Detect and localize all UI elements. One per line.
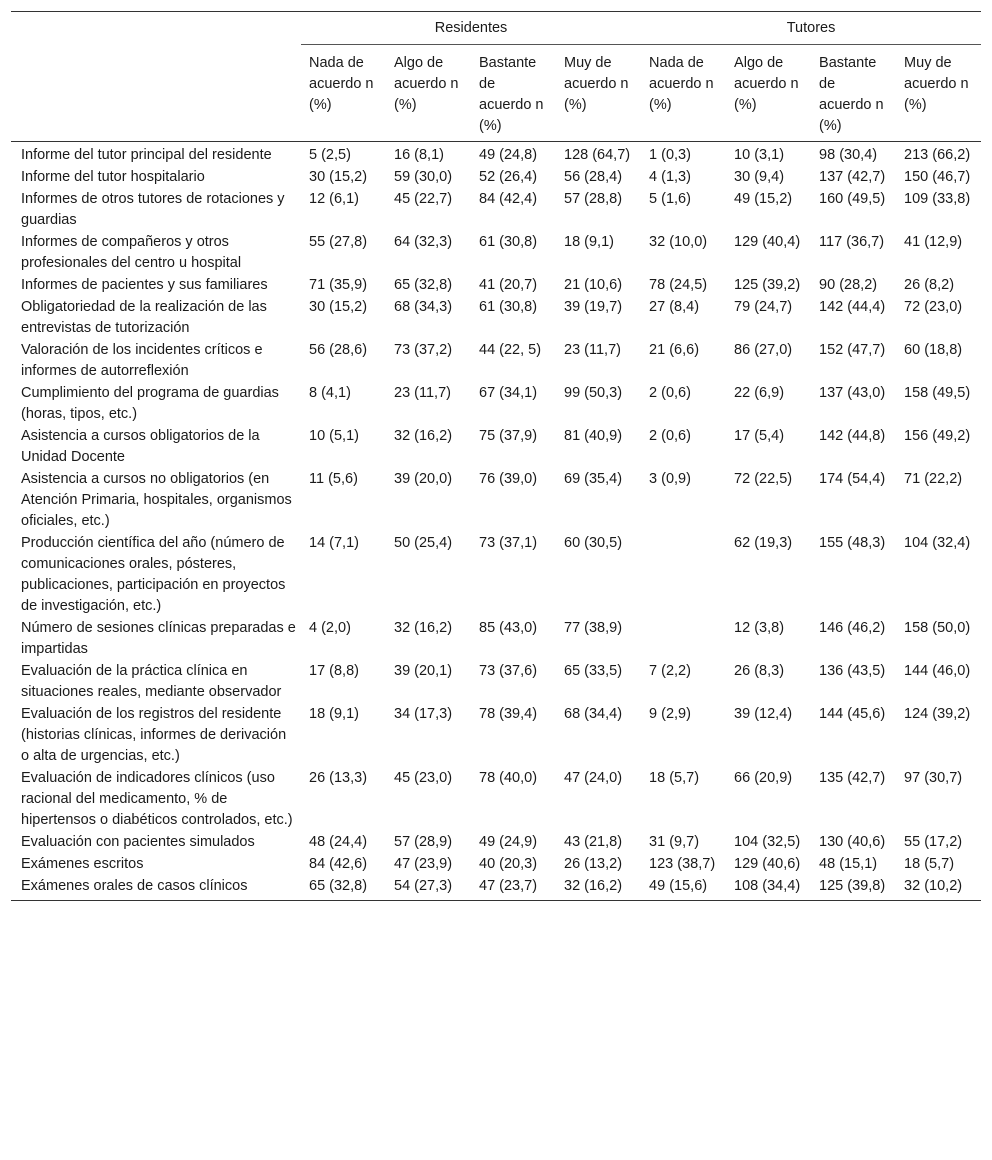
table-row (11, 618, 981, 661)
row-label: Exámenes orales de casos clínicos (11, 876, 301, 901)
table-cell: 4 (2,0) (309, 620, 351, 636)
table-cell: 155 (48,3) (819, 535, 886, 551)
table-cell: 3 (0,9) (649, 471, 691, 487)
table-cell: 84 (42,4) (479, 191, 538, 207)
table-row (11, 232, 981, 275)
table-cell: 18 (5,7) (649, 770, 700, 786)
table-cell: 65 (32,8) (394, 277, 453, 293)
table-cell: 22 (6,9) (734, 385, 785, 401)
table-row (11, 297, 981, 340)
table-cell: 48 (15,1) (819, 856, 878, 872)
table-cell: 49 (15,6) (641, 876, 726, 901)
table-cell: 129 (40,6) (734, 856, 801, 872)
table-cell: 64 (32,3) (394, 234, 453, 250)
table-cell: 84 (42,6) (309, 856, 368, 872)
table-cell: 16 (8,1) (394, 147, 444, 163)
table-cell: 49 (24,9) (479, 834, 538, 850)
table-cell: 81 (40,9) (564, 428, 623, 444)
table-cell: 55 (17,2) (904, 834, 963, 850)
table-cell: 11 (5,6) (309, 471, 358, 487)
table-cell: 49 (24,8) (479, 147, 538, 163)
table-row (11, 426, 981, 469)
table-cell: 57 (28,9) (394, 834, 453, 850)
table-cell: 32 (16,2) (394, 428, 453, 444)
table-cell: 56 (28,4) (564, 169, 623, 185)
table-cell: 39 (19,7) (564, 299, 623, 315)
table-cell: 59 (30,0) (394, 169, 453, 185)
table-cell: 26 (13,3) (309, 770, 368, 786)
table-cell: 117 (36,7) (819, 234, 885, 250)
table-cell: 2 (0,6) (649, 385, 691, 401)
table-cell: 128 (64,7) (564, 147, 631, 163)
table-cell: 104 (32,5) (734, 834, 801, 850)
table-row (11, 854, 981, 876)
table-cell: 108 (34,4) (726, 876, 811, 901)
table-cell: 5 (1,6) (649, 191, 691, 207)
column-header-row (11, 45, 981, 142)
table-row (11, 189, 981, 232)
column-header: Algo de acuerdo n (%) (386, 45, 471, 142)
table-cell: 30 (15,2) (309, 299, 368, 315)
table-cell: 125 (39,2) (734, 277, 801, 293)
table-cell: 136 (43,5) (819, 663, 886, 679)
table-cell: 21 (6,6) (649, 342, 700, 358)
table-cell: 32 (10,0) (649, 234, 708, 250)
table-cell: 56 (28,6) (309, 342, 368, 358)
table-cell: 79 (24,7) (734, 299, 793, 315)
table-row (11, 142, 981, 168)
table-cell: 60 (30,5) (564, 535, 623, 551)
table-row (11, 661, 981, 704)
table-cell: 142 (44,4) (819, 299, 886, 315)
column-header: Nada de acuerdo n (%) (641, 45, 726, 142)
table-cell: 23 (11,7) (394, 385, 451, 401)
column-header: Bastante de acuerdo n (%) (811, 45, 896, 142)
table-cell: 75 (37,9) (479, 428, 538, 444)
column-header: Muy de acuerdo n (%) (556, 45, 641, 142)
table-cell: 26 (8,3) (734, 663, 785, 679)
row-label: Informes de otros tutores de rotaciones y guardias (21, 191, 285, 228)
table-cell: 62 (19,3) (734, 535, 793, 551)
table-cell: 68 (34,4) (564, 706, 623, 722)
table-cell: 40 (20,3) (479, 856, 538, 872)
table-cell: 61 (30,8) (479, 299, 538, 315)
table-row (11, 533, 981, 618)
row-label: Evaluación con pacientes simulados (21, 834, 255, 850)
table-cell: 130 (40,6) (819, 834, 886, 850)
table-row (11, 383, 981, 426)
table-cell: 129 (40,4) (734, 234, 801, 250)
row-label: Número de sesiones clínicas preparadas e impartidas (21, 620, 296, 657)
row-label: Cumplimiento del programa de guardias (horas, tipos, etc.) (21, 385, 279, 422)
table-cell: 5 (2,5) (309, 147, 351, 163)
table-row (11, 704, 981, 768)
table-cell: 137 (43,0) (819, 385, 886, 401)
table-cell: 150 (46,7) (904, 169, 971, 185)
row-label: Valoración de los incidentes críticos e informes de autorreflexión (21, 342, 263, 379)
table-cell: 60 (18,8) (904, 342, 963, 358)
table-cell: 23 (11,7) (564, 342, 621, 358)
table-cell: 99 (50,3) (564, 385, 623, 401)
group-tutores: Tutores (641, 12, 981, 45)
table-cell: 135 (42,7) (819, 770, 886, 786)
table-body (11, 142, 981, 901)
table-cell: 12 (6,1) (309, 191, 359, 207)
table-cell: 104 (32,4) (904, 535, 971, 551)
table-cell: 18 (9,1) (309, 706, 359, 722)
table-cell: 47 (23,9) (394, 856, 453, 872)
table-cell: 54 (27,3) (386, 876, 471, 901)
table-cell: 4 (1,3) (649, 169, 691, 185)
table-cell: 39 (12,4) (734, 706, 793, 722)
table-cell: 17 (5,4) (734, 428, 785, 444)
table-cell: 34 (17,3) (394, 706, 453, 722)
table-cell: 71 (35,9) (309, 277, 368, 293)
table-cell: 144 (46,0) (904, 663, 971, 679)
table-cell: 78 (40,0) (479, 770, 538, 786)
table-cell: 18 (9,1) (564, 234, 614, 250)
table-cell: 32 (16,2) (394, 620, 453, 636)
table-cell: 65 (33,5) (564, 663, 623, 679)
table-cell: 71 (22,2) (904, 471, 963, 487)
table-cell: 78 (24,5) (649, 277, 708, 293)
row-label: Informe del tutor principal del residente (21, 147, 272, 163)
table-cell: 2 (0,6) (649, 428, 691, 444)
table-cell: 73 (37,2) (394, 342, 453, 358)
row-label: Asistencia a cursos obligatorios de la Unidad Docente (21, 428, 260, 465)
table-cell: 77 (38,9) (564, 620, 623, 636)
table-cell: 72 (23,0) (904, 299, 963, 315)
table-cell: 158 (49,5) (904, 385, 971, 401)
table-cell: 146 (46,2) (819, 620, 886, 636)
table-cell: 72 (22,5) (734, 471, 793, 487)
table-cell: 109 (33,8) (904, 191, 971, 207)
table-container (11, 11, 981, 901)
table-cell: 45 (23,0) (394, 770, 453, 786)
table-cell: 125 (39,8) (811, 876, 896, 901)
table-row (11, 876, 981, 901)
table-cell: 213 (66,2) (904, 147, 971, 163)
table-cell: 152 (47,7) (819, 342, 886, 358)
table-row (11, 340, 981, 383)
row-label: Evaluación de indicadores clínicos (uso racional del medicamento, % de hipertensos o diabéticos controlados, etc.) (21, 770, 293, 828)
table-cell: 39 (20,1) (394, 663, 453, 679)
row-label: Informes de pacientes y sus familiares (21, 277, 268, 293)
row-label: Informes de compañeros y otros profesionales del centro u hospital (21, 234, 242, 271)
table-cell: 26 (13,2) (564, 856, 623, 872)
table-cell: 21 (10,6) (564, 277, 623, 293)
table-cell: 27 (8,4) (649, 299, 700, 315)
table-cell: 47 (23,7) (471, 876, 556, 901)
table-cell: 144 (45,6) (819, 706, 886, 722)
table-cell: 41 (20,7) (479, 277, 538, 293)
corner-cell (11, 12, 301, 45)
table-cell: 156 (49,2) (904, 428, 971, 444)
column-header: Bastante de acuerdo n (%) (471, 45, 556, 142)
table-cell: 124 (39,2) (904, 706, 971, 722)
table-cell: 18 (5,7) (904, 856, 955, 872)
table-cell: 97 (30,7) (904, 770, 963, 786)
table-cell: 49 (15,2) (734, 191, 793, 207)
table-cell: 26 (8,2) (904, 277, 955, 293)
table-cell: 67 (34,1) (479, 385, 538, 401)
table-cell: 65 (32,8) (301, 876, 386, 901)
table-cell: 66 (20,9) (734, 770, 793, 786)
table-cell: 48 (24,4) (309, 834, 368, 850)
table-cell: 50 (25,4) (394, 535, 453, 551)
table-cell: 31 (9,7) (649, 834, 700, 850)
table-cell (641, 618, 726, 661)
table-cell: 10 (5,1) (309, 428, 359, 444)
table-cell: 45 (22,7) (394, 191, 453, 207)
group-residentes: Residentes (301, 12, 641, 45)
table-row (11, 275, 981, 297)
table-cell: 55 (27,8) (309, 234, 368, 250)
table-cell: 32 (10,2) (896, 876, 981, 901)
table-cell: 30 (9,4) (734, 169, 785, 185)
table-row (11, 832, 981, 854)
table-cell: 158 (50,0) (904, 620, 971, 636)
table-cell: 73 (37,1) (479, 535, 538, 551)
row-label: Obligatoriedad de la realización de las entrevistas de tutorización (21, 299, 267, 336)
table-cell: 12 (3,8) (734, 620, 785, 636)
table-cell: 17 (8,8) (309, 663, 359, 679)
table-cell: 44 (22, 5) (479, 342, 542, 358)
column-header: Muy de acuerdo n (%) (896, 45, 981, 142)
row-label: Asistencia a cursos no obligatorios (en Atención Primaria, hospitales, organismos oficiales, etc.) (21, 471, 292, 529)
table-cell: 57 (28,8) (564, 191, 623, 207)
table-row (11, 469, 981, 533)
table-cell: 174 (54,4) (819, 471, 886, 487)
table-cell: 90 (28,2) (819, 277, 878, 293)
row-label: Evaluación de la práctica clínica en situaciones reales, mediante observador (21, 663, 282, 700)
table-cell: 69 (35,4) (564, 471, 623, 487)
group-header-row (11, 12, 981, 45)
column-header: Algo de acuerdo n (%) (726, 45, 811, 142)
column-header: Nada de acuerdo n (%) (301, 45, 386, 142)
survey-table (11, 11, 981, 901)
table-cell: 98 (30,4) (819, 147, 878, 163)
table-cell: 32 (16,2) (556, 876, 641, 901)
row-label: Evaluación de los registros del residente (historias clínicas, informes de derivación o alta de urgencias, etc.) (21, 706, 287, 764)
table-cell: 73 (37,6) (479, 663, 538, 679)
table-row (11, 768, 981, 832)
table-cell: 52 (26,4) (479, 169, 538, 185)
table-cell: 47 (24,0) (564, 770, 623, 786)
table-cell: 30 (15,2) (309, 169, 368, 185)
table-cell (641, 533, 726, 618)
table-cell: 160 (49,5) (819, 191, 886, 207)
table-cell: 39 (20,0) (394, 471, 453, 487)
table-cell: 68 (34,3) (394, 299, 453, 315)
table-cell: 78 (39,4) (479, 706, 538, 722)
table-row (11, 167, 981, 189)
table-cell: 43 (21,8) (564, 834, 623, 850)
table-cell: 7 (2,2) (649, 663, 691, 679)
table-cell: 85 (43,0) (479, 620, 538, 636)
row-label: Exámenes escritos (21, 856, 144, 872)
table-cell: 142 (44,8) (819, 428, 886, 444)
table-cell: 61 (30,8) (479, 234, 538, 250)
table-cell: 123 (38,7) (649, 856, 716, 872)
table-cell: 41 (12,9) (904, 234, 963, 250)
row-label-header (11, 45, 301, 142)
table-cell: 86 (27,0) (734, 342, 793, 358)
table-cell: 76 (39,0) (479, 471, 538, 487)
table-cell: 8 (4,1) (309, 385, 351, 401)
row-label: Producción científica del año (número de comunicaciones orales, pósteres, publicaciones, participación en proyectos de investigación, etc.) (21, 535, 286, 614)
table-cell: 9 (2,9) (649, 706, 691, 722)
table-cell: 14 (7,1) (309, 535, 359, 551)
row-label: Informe del tutor hospitalario (21, 169, 205, 185)
table-cell: 1 (0,3) (649, 147, 691, 163)
table-cell: 10 (3,1) (734, 147, 785, 163)
table-cell: 137 (42,7) (819, 169, 886, 185)
